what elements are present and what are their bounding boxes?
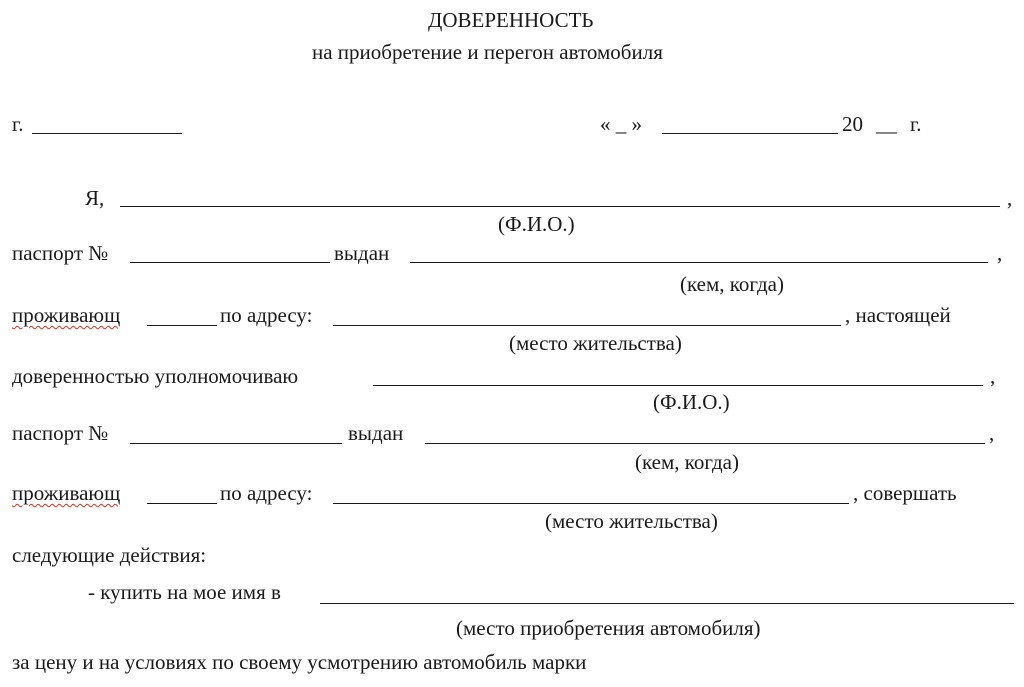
attorney-residing-label: проживающ bbox=[12, 481, 121, 505]
principal-i-label: Я, bbox=[85, 186, 105, 210]
attorney-residing-suffix-line[interactable] bbox=[147, 503, 217, 504]
principal-issued-caption: (кем, когда) bbox=[680, 272, 784, 296]
principal-address-field-line[interactable] bbox=[333, 325, 841, 326]
attorney-address-caption: (место жительства) bbox=[545, 509, 718, 533]
attorney-address-field-line[interactable] bbox=[333, 503, 849, 504]
attorney-issued-field-line[interactable] bbox=[425, 443, 985, 444]
price-terms-text: за цену и на условиях по своему усмотрению автомобиль марки bbox=[12, 650, 587, 674]
document-title: ДОВЕРЕННОСТЬ bbox=[428, 8, 594, 32]
attorney-passport-field-line[interactable] bbox=[130, 443, 342, 444]
attorney-issued-comma: , bbox=[989, 421, 995, 445]
principal-fio-caption: (Ф.И.О.) bbox=[498, 212, 575, 236]
attorney-address-label: по адресу: bbox=[220, 481, 313, 505]
principal-residing-label: проживающ bbox=[12, 303, 121, 327]
principal-address-label: по адресу: bbox=[220, 303, 313, 327]
principal-residing-suffix-line[interactable] bbox=[147, 325, 217, 326]
date-year-prefix: 20 bbox=[842, 112, 863, 136]
date-year-suffix: г. bbox=[910, 112, 922, 136]
date-month-field-line[interactable] bbox=[662, 133, 838, 134]
attorney-passport-label: паспорт № bbox=[12, 421, 109, 445]
attorney-issued-caption: (кем, когда) bbox=[635, 450, 739, 474]
attorney-authorize-label: доверенностью уполномочиваю bbox=[12, 364, 299, 388]
principal-issued-comma: , bbox=[997, 241, 1003, 265]
attorney-fio-caption: (Ф.И.О.) bbox=[653, 390, 730, 414]
attorney-perform-label: , совершать bbox=[853, 481, 957, 505]
attorney-fio-field-line[interactable] bbox=[373, 385, 983, 386]
date-year-blank: __ bbox=[876, 112, 897, 136]
attorney-issued-label: выдан bbox=[348, 421, 404, 445]
purchase-place-field-line[interactable] bbox=[320, 603, 1014, 604]
actions-intro: следующие действия: bbox=[12, 543, 207, 567]
buy-label: - купить на мое имя в bbox=[88, 580, 281, 604]
principal-issued-label: выдан bbox=[334, 241, 390, 265]
principal-hereby-label: , настоящей bbox=[845, 303, 951, 327]
date-day-quote: « _ » bbox=[600, 112, 642, 136]
principal-passport-field-line[interactable] bbox=[130, 262, 330, 263]
principal-fio-comma: , bbox=[1007, 186, 1013, 210]
city-field-line[interactable] bbox=[32, 133, 182, 134]
principal-passport-label: паспорт № bbox=[12, 241, 109, 265]
principal-issued-field-line[interactable] bbox=[410, 262, 988, 263]
document-subtitle: на приобретение и перегон автомобиля bbox=[312, 40, 663, 64]
city-prefix: г. bbox=[12, 112, 24, 136]
purchase-place-caption: (место приобретения автомобиля) bbox=[456, 616, 761, 640]
principal-address-caption: (место жительства) bbox=[509, 331, 682, 355]
principal-fio-field-line[interactable] bbox=[120, 206, 1000, 207]
attorney-fio-comma: , bbox=[990, 364, 996, 388]
